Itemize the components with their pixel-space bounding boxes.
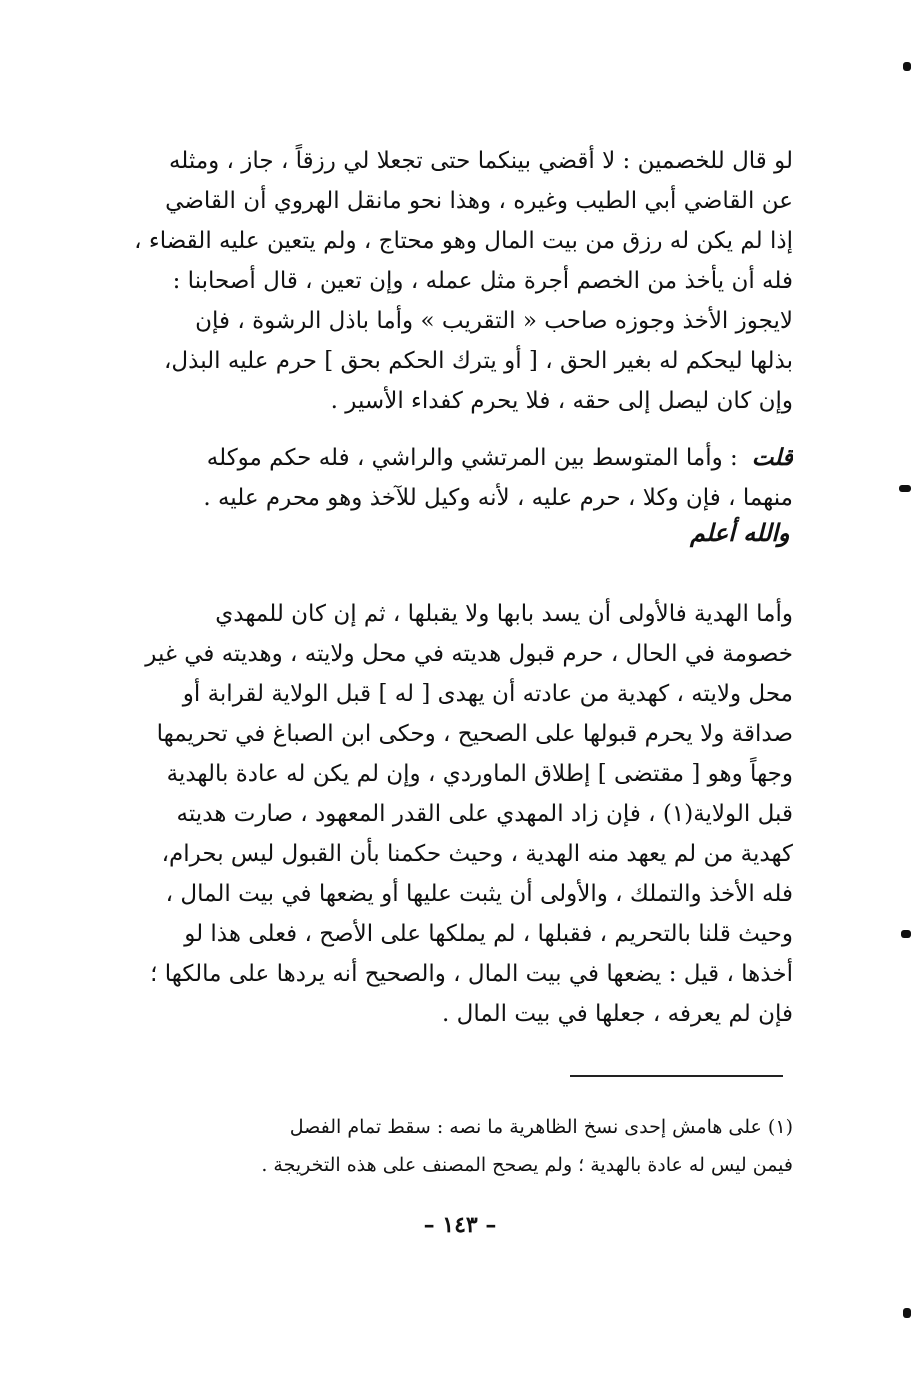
text-line: وإن كان ليصل إلى حقه ، فلا يحرم كفداء الأسير . <box>330 388 793 414</box>
text-line: منهما ، فإن وكلا ، حرم عليه ، لأنه وكيل للآخذ وهو محرم عليه . <box>203 485 793 511</box>
text-line: بذلها ليحكم له بغير الحق ، [ أو يترك الحكم بحق ] حرم عليه البذل، <box>164 348 793 374</box>
text-line: وجهاً وهو [ مقتضى ] إطلاق الماوردي ، وإن لم يكن له عادة بالهدية <box>166 761 793 787</box>
margin-mark <box>903 62 911 71</box>
footnote-line: (١) على هامش إحدى نسخ الظاهرية ما نصه : سقط تمام الفصل <box>289 1116 793 1138</box>
text-line: وحيث قلنا بالتحريم ، فقبلها ، لم يملكها على الأصح ، فعلى هذا لو <box>184 921 793 947</box>
text-line <box>111 438 793 478</box>
text-line: وأما الهدية فالأولى أن يسد بابها ولا يقبلها ، ثم إن كان للمهدي <box>215 601 793 627</box>
text-line-body: : وأما المتوسط بين المرتشي والراشي ، فله حكم موكله <box>206 445 738 471</box>
page-number: – ١٤٣ – <box>423 1212 497 1238</box>
footnote <box>111 1108 793 1184</box>
qultu-marker: قلت <box>751 444 793 471</box>
paragraph-intermediary <box>111 438 793 518</box>
text-line: إذا لم يكن له رزق من بيت المال وهو محتاج ، ولم يتعين عليه القضاء ، <box>134 228 793 254</box>
text-line: فله أن يأخذ من الخصم أجرة مثل عمله ، وإن تعين ، قال أصحابنا : <box>172 268 793 294</box>
text-line: أخذها ، قيل : يضعها في بيت المال ، والصحيح أنه يردها على مالكها ؛ <box>150 961 793 987</box>
text-line: قبل الولاية(١) ، فإن زاد المهدي على القدر المعهود ، صارت هديته <box>176 801 793 827</box>
text-line: لو قال للخصمين : لا أقضي بينكما حتى تجعلا لي رزقاً ، جاز ، ومثله <box>168 148 793 174</box>
footnote-line: فيمن ليس له عادة بالهدية ؛ ولم يصحح المصنف على هذه التخريجة . <box>261 1154 793 1176</box>
text-line: فإن لم يعرفه ، جعلها في بيت المال . <box>442 1001 793 1027</box>
margin-mark <box>903 1308 911 1318</box>
footnote-divider <box>570 1075 783 1077</box>
closing-formula: والله أعلم <box>690 518 790 547</box>
paragraph-bribery <box>111 141 793 421</box>
text-line: محل ولايته ، كهدية من عادته أن يهدى [ له ] قبل الولاية لقرابة أو <box>182 681 793 707</box>
text-line: عن القاضي أبي الطيب وغيره ، وهذا نحو مانقل الهروي أن القاضي <box>165 188 793 214</box>
text-line: خصومة في الحال ، حرم قبول هديته في محل ولايته ، وهديته في غير <box>145 641 793 667</box>
text-line: فله الأخذ والتملك ، والأولى أن يثبت عليها أو يضعها في بيت المال ، <box>165 881 793 907</box>
text-line: كهدية من لم يعهد منه الهدية ، وحيث حكمنا بأن القبول ليس بحرام، <box>161 841 793 867</box>
margin-mark <box>901 930 911 938</box>
text-line: صداقة ولا يحرم قبولها على الصحيح ، وحكى ابن الصباغ في تحريمها <box>156 721 793 747</box>
margin-mark <box>899 485 911 492</box>
paragraph-gifts <box>111 594 793 1034</box>
text-line: لايجوز الأخذ وجوزه صاحب « التقريب » وأما باذل الرشوة ، فإن <box>195 308 793 334</box>
